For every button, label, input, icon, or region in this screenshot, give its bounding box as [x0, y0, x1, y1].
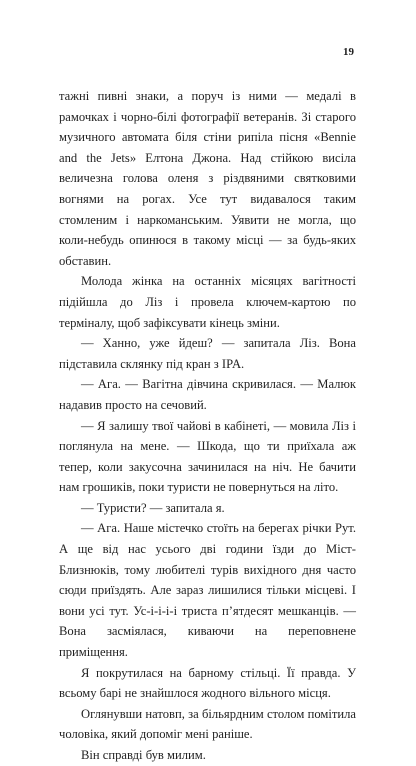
paragraph: Він справді був милим. [81, 748, 206, 762]
paragraph: Оглянувши натовп, за більярдним столом помітила чоловіка, який допоміг мені раніше. [59, 706, 356, 742]
body-text [59, 86, 356, 766]
paragraph: Я покрутилася на барному стільці. Її правда. У всьому барі не знайшлося жодного вільного місця. [59, 665, 356, 701]
paragraph: — Туристи? — запитала я. [81, 500, 225, 515]
paragraph: — Я залишу твої чайові в кабінеті, — мовила Ліз і поглянула на мене. — Шкода, що ти приїхала аж тепер, коли закусочна зачинилася на ніч. Не бачити нам грошиків, поки туристи не повернуться на літо. [59, 418, 356, 495]
paragraph: — Ага. — Вагітна дівчина скривилася. — Малюк надавив просто на сечовий. [59, 377, 356, 412]
paragraph: — Ага. Наше містечко стоїть на берегах річки Рут. А ще від нас усього дві години їзди до Міст-Близнюків, тому любителі турів вихідного дня часто сюди приїздять. Але зараз лишилися тільки місцеві. І вони усі тут. Ус-і-і-і-і триста п’ятдесят мешканців. — Вона засміялася, киваючи на переповнене приміщення. [59, 521, 356, 660]
paragraph: тажні пивні знаки, а поруч із ними — медалі в рамочках і чорно-білі фотографії ветеранів. Зі старого музичного автомата біля стіни рипіла пісня «Bennie and the Jets» Елтона Джона. Над стійкою висіла величезна голова оленя з різдвяними святковими вогнями на рогах. Усе тут видавалося таким стомленим і наркоманським. Уявити не могла, що коли-небудь опинюся в такому місці — за будь-яких обставин. [59, 89, 356, 268]
page-number: 19 [343, 46, 354, 58]
paragraph: — Ханно, уже йдеш? — запитала Ліз. Вона підставила склянку під кран з IPA. [59, 336, 356, 371]
paragraph: Молода жінка на останніх місяцях вагітності підійшла до Ліз і провела ключем-картою по терміналу, щоб зафіксувати кінець зміни. [59, 274, 356, 330]
